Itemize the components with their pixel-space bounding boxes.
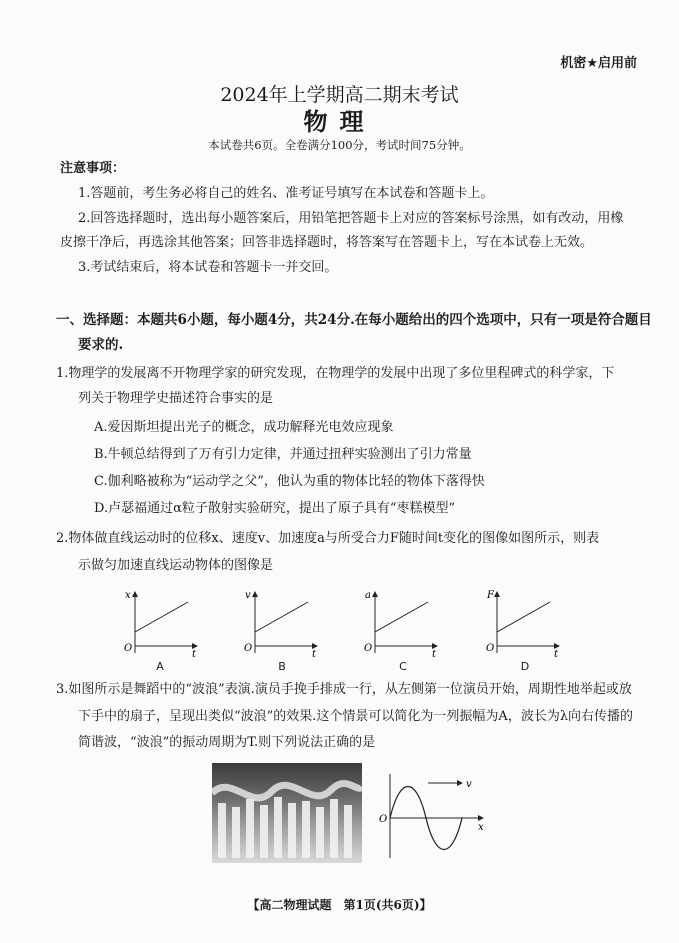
q3-stem-cont: 下手中的扇子，呈现出类似“波浪”的效果.这个情景可以简化为一列振幅为A，波长为λ向右传播的 bbox=[78, 709, 634, 724]
axis-label: x bbox=[478, 822, 484, 833]
origin-label: O bbox=[124, 643, 133, 654]
q1-option-c: C.伽利略被称为“运动学之父”，他认为重的物体比轻的物体下落得快 bbox=[94, 474, 485, 489]
page-footer: 【高二物理试题 第1页(共6页)】 bbox=[247, 898, 432, 912]
q1-option-d: D.卢瑟福通过α粒子散射实验研究，提出了原子具有“枣糕模型” bbox=[94, 501, 456, 516]
notice-item: 3.考试结束后，将本试卷和答题卡一并交回。 bbox=[78, 260, 338, 275]
origin-label: O bbox=[244, 643, 253, 654]
q2-stem-cont: 示做匀加速直线运动物体的图像是 bbox=[78, 558, 274, 573]
q1-option-a: A.爱因斯坦提出光子的概念，成功解释光电效应现象 bbox=[94, 420, 394, 435]
q2-graph-d bbox=[482, 588, 562, 658]
origin-label: O bbox=[486, 643, 495, 654]
axis-label: t bbox=[432, 649, 437, 658]
origin-label: O bbox=[379, 814, 388, 825]
q3-stem-cont2: 简谐波，“波浪”的振动周期为T.则下列说法正确的是 bbox=[78, 735, 376, 750]
axis-label: a bbox=[365, 590, 371, 601]
q3-wave-graph bbox=[378, 770, 488, 860]
notice-item: 1.答题前，考生务必将自己的姓名、准考证号填写在本试卷和答题卡上。 bbox=[78, 186, 494, 201]
notice-heading: 注意事项： bbox=[60, 161, 126, 176]
notice-item: 皮擦干净后，再选涂其他答案；回答非选择题时，将答案写在答题卡上，写在本试卷上无效。 bbox=[60, 235, 594, 250]
axis-label: t bbox=[312, 649, 317, 658]
axis-label: t bbox=[554, 649, 559, 658]
q3-stem: 3.如图所示是舞蹈中的“波浪”表演.演员手挽手排成一行，从左侧第一位演员开始，周期性地举起或放 bbox=[56, 682, 632, 697]
notice-item: 2.回答选择题时，选出每小题答案后，用铅笔把答题卡上对应的答案标号涂黑，如有改动，用橡 bbox=[78, 211, 624, 226]
origin-label: O bbox=[364, 643, 373, 654]
graph-label-a: A bbox=[156, 660, 164, 673]
graph-label-d: D bbox=[520, 660, 530, 673]
dance-wave-photo bbox=[212, 763, 362, 863]
section-heading-cont: 要求的. bbox=[78, 337, 124, 353]
velocity-label: v bbox=[466, 779, 472, 790]
graph-label-b: B bbox=[278, 660, 286, 673]
q2-graph-b bbox=[240, 588, 320, 658]
q2-graph-a bbox=[120, 588, 200, 658]
subject-title: 物理 bbox=[303, 107, 376, 136]
q1-stem-cont: 列关于物理学史描述符合事实的是 bbox=[78, 391, 274, 406]
section-heading: 一、选择题：本题共6小题，每小题4分，共24分.在每小题给出的四个选项中，只有一项是符合题目 bbox=[56, 312, 652, 328]
graph-label-c: C bbox=[399, 660, 407, 673]
axis-label: v bbox=[245, 590, 251, 601]
q2-stem: 2.物体做直线运动时的位移x、速度v、加速度a与所受合力F随时间t变化的图像如图所示，则表 bbox=[56, 531, 600, 546]
exam-title: 2024年上学期高二期末考试 bbox=[220, 84, 459, 106]
exam-info: 本试卷共6页。全卷满分100分，考试时间75分钟。 bbox=[208, 138, 471, 152]
axis-label: t bbox=[192, 649, 197, 658]
q1-stem: 1.物理学的发展离不开物理学家的研究发现，在物理学的发展中出现了多位里程碑式的科学家，下 bbox=[56, 366, 615, 381]
q2-graph-c bbox=[360, 588, 440, 658]
axis-label: x bbox=[125, 590, 131, 601]
axis-label: F bbox=[487, 590, 494, 601]
confidential-mark: 机密★启用前 bbox=[560, 56, 637, 71]
q1-option-b: B.牛顿总结得到了万有引力定律，并通过扭秤实验测出了引力常量 bbox=[94, 447, 472, 462]
